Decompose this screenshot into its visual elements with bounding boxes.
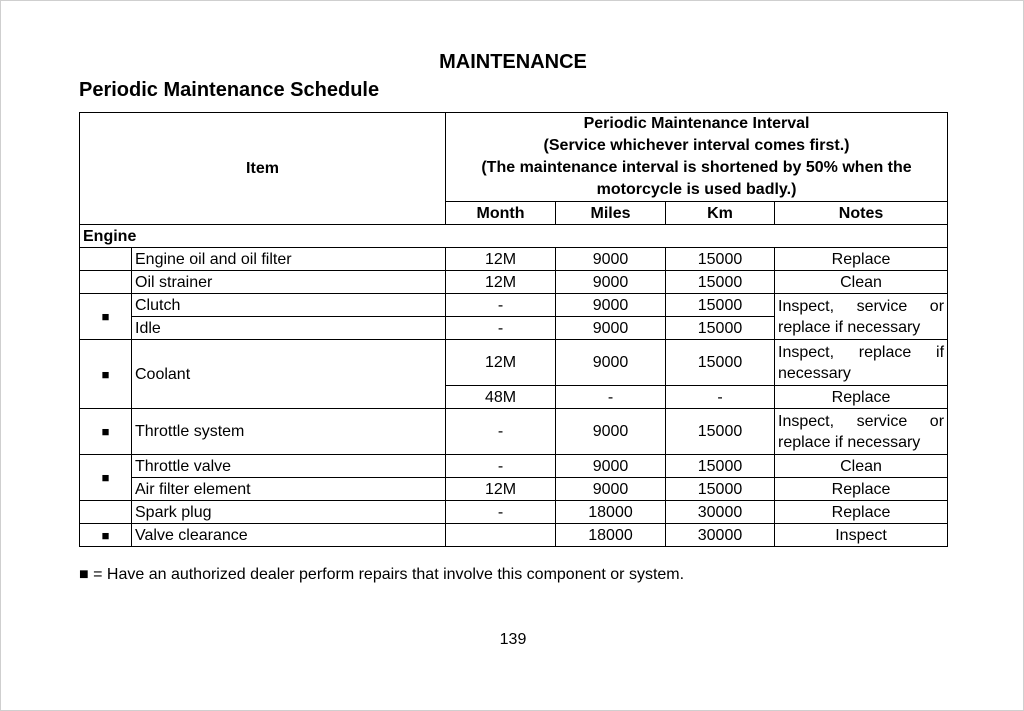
notes-cell: Inspect [775, 524, 948, 547]
dealer-marker: ■ [80, 524, 132, 547]
item-cell: Throttle system [132, 409, 446, 455]
miles-cell: 9000 [556, 248, 666, 271]
km-cell: 15000 [666, 455, 775, 478]
dealer-marker: ■ [80, 340, 132, 409]
month-cell: - [446, 455, 556, 478]
notes-cell: Replace [775, 478, 948, 501]
miles-cell: - [556, 386, 666, 409]
maintenance-schedule-table [79, 112, 948, 547]
notes-cell: Replace [775, 501, 948, 524]
notes-cell [775, 340, 948, 386]
table-row [80, 455, 948, 478]
interval-header-line: Periodic Maintenance Interval [583, 115, 810, 132]
month-cell: 12M [446, 271, 556, 294]
page-number: 139 [499, 631, 527, 648]
notes-cell [775, 294, 948, 340]
table-row [80, 409, 948, 455]
notes-line: Inspect, service or [778, 297, 945, 315]
notes-cell [775, 409, 948, 455]
miles-header: Miles [556, 202, 666, 225]
page-title: Periodic Maintenance Schedule [79, 79, 380, 101]
month-cell: 12M [446, 340, 556, 386]
table-row [80, 478, 948, 501]
km-header: Km [666, 202, 775, 225]
item-cell: Oil strainer [132, 271, 446, 294]
item-cell: Clutch [132, 294, 446, 317]
month-cell: - [446, 501, 556, 524]
notes-cell: Clean [775, 271, 948, 294]
marker-cell [80, 248, 132, 271]
km-cell: 15000 [666, 294, 775, 317]
km-cell: 15000 [666, 271, 775, 294]
notes-cell: Clean [775, 455, 948, 478]
miles-cell: 18000 [556, 501, 666, 524]
table-row [80, 271, 948, 294]
month-cell: 12M [446, 478, 556, 501]
dealer-marker: ■ [80, 409, 132, 455]
km-cell: 30000 [666, 524, 775, 547]
notes-line: replace if necessary [778, 433, 921, 451]
table-row [80, 524, 948, 547]
item-cell: Spark plug [132, 501, 446, 524]
month-cell: - [446, 294, 556, 317]
miles-cell: 9000 [556, 409, 666, 455]
miles-cell: 9000 [556, 317, 666, 340]
marker-cell [80, 501, 132, 524]
item-cell: Idle [132, 317, 446, 340]
month-cell: 48M [446, 386, 556, 409]
item-cell: Air filter element [132, 478, 446, 501]
km-cell: - [666, 386, 775, 409]
notes-cell: Replace [775, 248, 948, 271]
km-cell: 15000 [666, 248, 775, 271]
notes-header: Notes [775, 202, 948, 225]
group-engine: Engine [80, 225, 948, 248]
miles-cell: 18000 [556, 524, 666, 547]
notes-line: Inspect, replace if [778, 343, 945, 361]
month-cell: - [446, 317, 556, 340]
item-cell: Engine oil and oil filter [132, 248, 446, 271]
marker-cell [80, 271, 132, 294]
interval-header-line: motorcycle is used badly.) [596, 181, 797, 198]
notes-cell: Replace [775, 386, 948, 409]
group-row [80, 225, 948, 248]
month-cell [446, 524, 556, 547]
item-cell: Coolant [132, 340, 446, 409]
notes-line: Inspect, service or [778, 412, 945, 430]
km-cell: 15000 [666, 317, 775, 340]
miles-cell: 9000 [556, 478, 666, 501]
interval-header-line: (Service whichever interval comes first.) [543, 137, 850, 154]
table-row [80, 340, 948, 386]
table-row [80, 294, 948, 317]
miles-cell: 9000 [556, 340, 666, 386]
miles-cell: 9000 [556, 455, 666, 478]
miles-cell: 9000 [556, 294, 666, 317]
km-cell: 15000 [666, 478, 775, 501]
notes-line: necessary [778, 364, 851, 382]
month-cell: - [446, 409, 556, 455]
dealer-marker: ■ [80, 294, 132, 340]
notes-line: replace if necessary [778, 318, 921, 336]
month-cell: 12M [446, 248, 556, 271]
section-title: MAINTENANCE [439, 51, 587, 73]
interval-header-line: (The maintenance interval is shortened by 50% when the [481, 159, 912, 176]
month-header: Month [446, 202, 556, 225]
footnote: ■ = Have an authorized dealer perform repairs that involve this component or system. [79, 566, 685, 583]
interval-header [446, 113, 948, 202]
item-cell: Valve clearance [132, 524, 446, 547]
table-row [80, 501, 948, 524]
km-cell: 15000 [666, 340, 775, 386]
table-row [80, 248, 948, 271]
dealer-marker: ■ [80, 455, 132, 501]
table-header-row [80, 113, 948, 202]
item-header: Item [80, 113, 446, 225]
miles-cell: 9000 [556, 271, 666, 294]
km-cell: 15000 [666, 409, 775, 455]
km-cell: 30000 [666, 501, 775, 524]
item-cell: Throttle valve [132, 455, 446, 478]
